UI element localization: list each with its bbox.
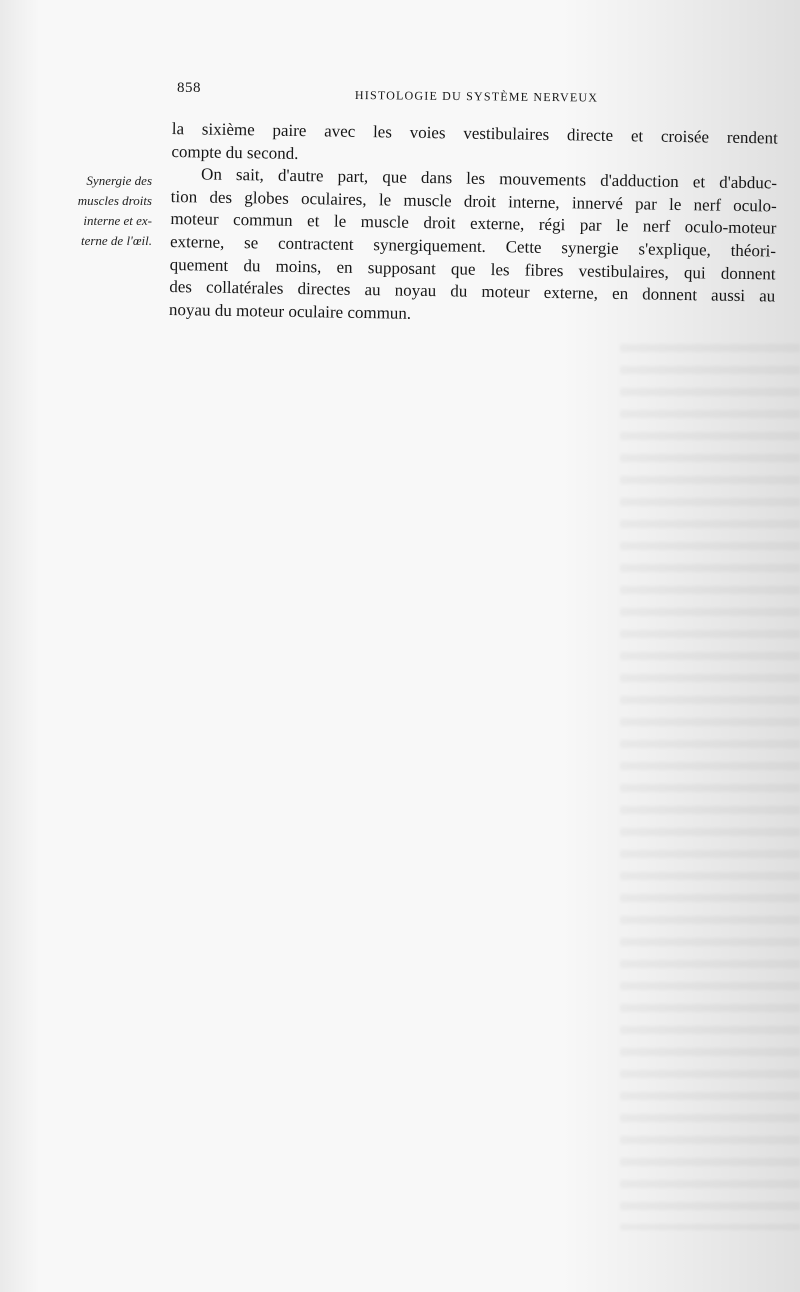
body-line: On sait, d'autre part, que dans les mouvements d'adduction et d'abduc- <box>200 164 778 193</box>
body-line: noyau du moteur oculaire commun. <box>168 299 412 323</box>
margin-note-line: Synergie des <box>86 173 152 188</box>
page-number: 858 <box>177 80 201 96</box>
show-through-shadow <box>620 330 800 1230</box>
body-line: externe, se contractent synergiquement. Cette synergie s'explique, théori- <box>169 231 777 261</box>
body-line: tion des globes oculaires, le muscle droit interne, innervé par le nerf oculo- <box>170 186 777 216</box>
body-line: la sixième paire avec les voies vestibulaires directe et croisée rendent <box>171 118 778 148</box>
margin-note-line: muscles droits <box>77 193 152 208</box>
margin-note <box>40 171 152 251</box>
margin-note-line: interne et ex- <box>83 213 152 228</box>
running-head: HISTOLOGIE DU SYSTÈME NERVEUX <box>354 88 599 105</box>
body-paragraphs <box>169 118 778 331</box>
margin-note-line: terne de l'œil. <box>80 233 152 248</box>
body-line: moteur commun et le muscle droit externe, régi par le nerf oculo-moteur <box>170 209 777 238</box>
body-line: des collatérales directes au noyau du moteur externe, en donnent aussi au <box>169 277 776 306</box>
body-line: compte du second. <box>171 141 299 163</box>
body-line: quement du moins, en supposant que les fibres vestibulaires, qui donnent <box>169 254 776 284</box>
